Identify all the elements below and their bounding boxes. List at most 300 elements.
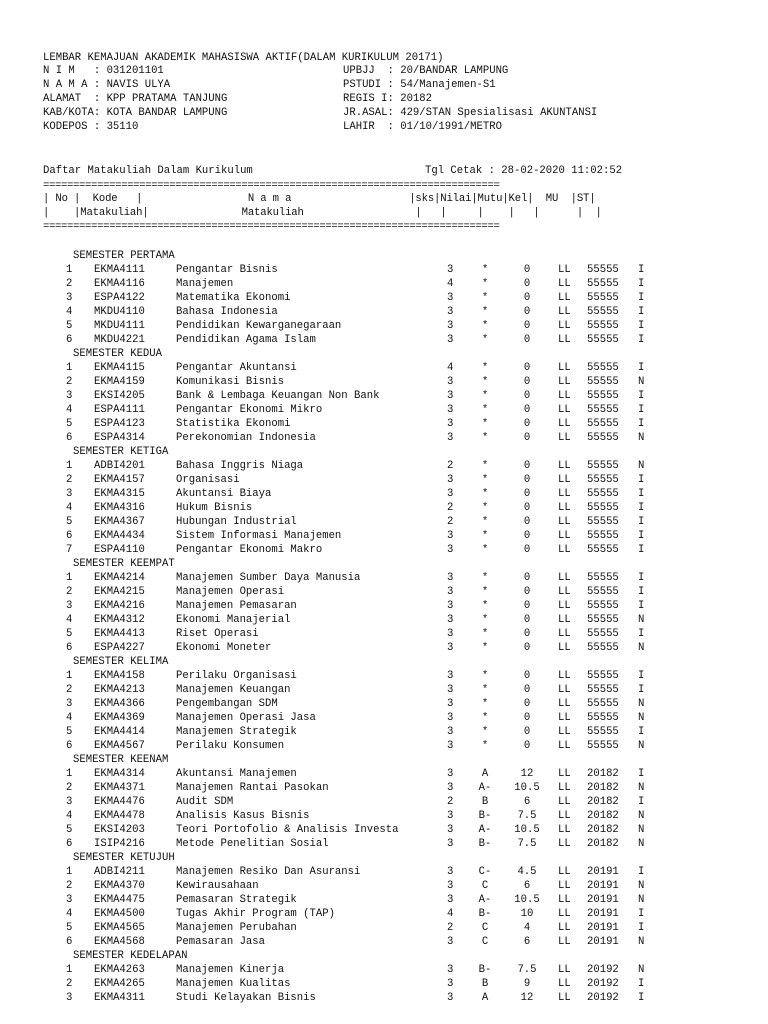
kel-value: LL	[558, 404, 571, 416]
row-number: 4	[66, 614, 73, 626]
status-value: N	[638, 964, 645, 976]
course-name: Hukum Bisnis	[176, 502, 253, 514]
mu-value: 20182	[587, 838, 619, 850]
row-number: 3	[66, 390, 73, 402]
print-date: Tgl Cetak : 28-02-2020 11:02:52	[425, 165, 623, 177]
grade-value: *	[481, 726, 489, 738]
course-name: Organisasi	[176, 474, 240, 486]
mu-value: 55555	[587, 698, 619, 710]
kel-value: LL	[558, 670, 571, 682]
status-value: I	[638, 908, 645, 920]
row-number: 4	[66, 712, 73, 724]
sks-value: 3	[447, 642, 454, 654]
kel-value: LL	[558, 292, 571, 304]
sks-value: 3	[447, 334, 454, 346]
mu-value: 20191	[587, 866, 619, 878]
sks-value: 3	[447, 740, 454, 752]
sks-value: 3	[447, 572, 454, 584]
mu-value: 20182	[587, 768, 619, 780]
sks-value: 2	[447, 922, 454, 934]
course-code: EKMA4314	[94, 768, 145, 780]
row-number: 4	[66, 404, 73, 416]
kel-value: LL	[558, 978, 571, 990]
kel-value: LL	[558, 432, 571, 444]
table-row	[0, 333, 768, 347]
course-name: Ekonomi Moneter	[176, 642, 272, 654]
status-value: N	[638, 838, 645, 850]
row-number: 2	[66, 278, 73, 290]
mutu-value: 0	[523, 390, 531, 402]
course-code: ESPA4227	[94, 642, 145, 654]
table-row	[0, 879, 768, 893]
mutu-value: 12	[520, 992, 534, 1004]
kel-value: LL	[558, 614, 571, 626]
grade-value: C	[481, 880, 489, 892]
status-value: I	[638, 362, 645, 374]
row-number: 5	[66, 516, 73, 528]
course-code: EKMA4370	[94, 880, 145, 892]
mu-value: 55555	[587, 614, 619, 626]
row-number: 5	[66, 726, 73, 738]
document-title: LEMBAR KEMAJUAN AKADEMIK MAHASISWA AKTIF(DALAM KURIKULUM 20171)	[43, 52, 444, 64]
kel-value: LL	[558, 390, 571, 402]
row-number: 7	[66, 544, 73, 556]
mutu-value: 0	[523, 418, 531, 430]
grade-value: C-	[478, 866, 492, 878]
sks-value: 2	[447, 502, 454, 514]
kel-value: LL	[558, 922, 571, 934]
mutu-value: 0	[523, 670, 531, 682]
course-name: Pengantar Akuntansi	[176, 362, 297, 374]
mutu-value: 0	[523, 502, 531, 514]
sks-value: 3	[447, 768, 454, 780]
grade-value: *	[481, 684, 489, 696]
status-value: I	[638, 334, 645, 346]
sks-value: 3	[447, 698, 454, 710]
table-row	[0, 627, 768, 641]
sks-value: 2	[447, 460, 454, 472]
grade-value: *	[481, 740, 489, 752]
grade-value: *	[481, 530, 489, 542]
course-code: EKMA4157	[94, 474, 145, 486]
mu-value: 20191	[587, 880, 619, 892]
course-code: ESPA4123	[94, 418, 145, 430]
program-info: PSTUDI : 54/Manajemen-S1	[343, 79, 496, 91]
status-value: N	[638, 642, 645, 654]
mu-value: 55555	[587, 628, 619, 640]
course-code: EKMA4263	[94, 964, 145, 976]
course-name: Akuntansi Manajemen	[176, 768, 297, 780]
table-row	[0, 641, 768, 655]
semester-name: SEMESTER KEDUA	[73, 348, 163, 360]
course-name: Pengembangan SDM	[176, 698, 278, 710]
grade-value: C	[481, 936, 489, 948]
sks-value: 2	[447, 516, 454, 528]
kel-value: LL	[558, 334, 571, 346]
status-value: I	[638, 390, 645, 402]
mutu-value: 10	[520, 908, 534, 920]
status-value: I	[638, 866, 645, 878]
semester-name: SEMESTER KETUJUH	[73, 852, 175, 864]
mu-value: 55555	[587, 726, 619, 738]
grade-value: B	[481, 978, 489, 990]
mutu-value: 6	[523, 936, 531, 948]
row-number: 6	[66, 936, 73, 948]
course-code: EKMA4213	[94, 684, 145, 696]
kel-value: LL	[558, 796, 571, 808]
table-row	[0, 613, 768, 627]
status-value: I	[638, 516, 645, 528]
kel-value: LL	[558, 474, 571, 486]
mutu-value: 0	[523, 530, 531, 542]
semester-heading	[0, 347, 768, 361]
mutu-value: 0	[523, 614, 531, 626]
table-row	[0, 739, 768, 753]
table-row	[0, 585, 768, 599]
table-row	[0, 767, 768, 781]
sks-value: 4	[447, 362, 454, 374]
kel-value: LL	[558, 516, 571, 528]
table-row	[0, 501, 768, 515]
mutu-value: 0	[523, 698, 531, 710]
status-value: I	[638, 292, 645, 304]
row-number: 3	[66, 894, 73, 906]
course-name: Sistem Informasi Manajemen	[176, 530, 342, 542]
mu-value: 20191	[587, 922, 619, 934]
mu-value: 55555	[587, 600, 619, 612]
mu-value: 55555	[587, 278, 619, 290]
sks-value: 3	[447, 306, 454, 318]
mu-value: 55555	[587, 334, 619, 346]
course-code: EKSI4205	[94, 390, 145, 402]
table-row	[0, 907, 768, 921]
grade-value: *	[481, 670, 489, 682]
status-value: I	[638, 320, 645, 332]
kel-value: LL	[558, 306, 571, 318]
grade-value: *	[481, 460, 489, 472]
course-name: Perilaku Organisasi	[176, 670, 297, 682]
course-name: Manajemen Resiko Dan Asuransi	[176, 866, 361, 878]
table-row	[0, 571, 768, 585]
course-code: EKMA4215	[94, 586, 145, 598]
course-name: Tugas Akhir Program (TAP)	[176, 908, 335, 920]
status-value: I	[638, 978, 645, 990]
mutu-value: 0	[523, 460, 531, 472]
mu-value: 20191	[587, 894, 619, 906]
course-name: Bahasa Inggris Niaga	[176, 460, 304, 472]
grade-value: *	[481, 474, 489, 486]
grade-value: *	[481, 292, 489, 304]
row-number: 6	[66, 838, 73, 850]
mu-value: 55555	[587, 460, 619, 472]
table-row	[0, 459, 768, 473]
course-name: Manajemen Perubahan	[176, 922, 297, 934]
course-name: Pendidikan Agama Islam	[176, 334, 316, 346]
grade-value: *	[481, 362, 489, 374]
mu-value: 55555	[587, 474, 619, 486]
mutu-value: 12	[520, 768, 534, 780]
kel-value: LL	[558, 278, 571, 290]
mutu-value: 0	[523, 586, 531, 598]
table-row	[0, 263, 768, 277]
kel-value: LL	[558, 936, 571, 948]
kel-value: LL	[558, 782, 571, 794]
kel-value: LL	[558, 992, 571, 1004]
mu-value: 55555	[587, 292, 619, 304]
upbjj-info: UPBJJ : 20/BANDAR LAMPUNG	[343, 65, 509, 77]
course-code: EKMA4369	[94, 712, 145, 724]
course-code: EKMA4567	[94, 740, 145, 752]
sks-value: 4	[447, 908, 454, 920]
row-number: 6	[66, 432, 73, 444]
status-value: I	[638, 474, 645, 486]
kel-value: LL	[558, 418, 571, 430]
row-number: 5	[66, 418, 73, 430]
course-code: ESPA4122	[94, 292, 145, 304]
kel-value: LL	[558, 264, 571, 276]
status-value: I	[638, 922, 645, 934]
sks-value: 3	[447, 992, 454, 1004]
sks-value: 3	[447, 978, 454, 990]
kel-value: LL	[558, 810, 571, 822]
status-value: N	[638, 782, 645, 794]
mutu-value: 0	[523, 362, 531, 374]
sks-value: 3	[447, 544, 454, 556]
course-code: EKMA4265	[94, 978, 145, 990]
status-value: N	[638, 432, 645, 444]
grade-value: *	[481, 628, 489, 640]
table-row	[0, 823, 768, 837]
status-value: I	[638, 502, 645, 514]
table-row	[0, 725, 768, 739]
course-code: MKDU4110	[94, 306, 145, 318]
grade-value: *	[481, 432, 489, 444]
mutu-value: 10.5	[514, 782, 540, 794]
kel-value: LL	[558, 362, 571, 374]
kel-value: LL	[558, 880, 571, 892]
student-postcode: KODEPOS : 35110	[43, 121, 139, 133]
status-value: I	[638, 726, 645, 738]
grade-value: *	[481, 614, 489, 626]
mu-value: 20191	[587, 936, 619, 948]
row-number: 5	[66, 628, 73, 640]
table-row	[0, 781, 768, 795]
kel-value: LL	[558, 838, 571, 850]
mu-value: 55555	[587, 502, 619, 514]
mutu-value: 7.5	[517, 810, 537, 822]
semester-name: SEMESTER KEENAM	[73, 754, 169, 766]
registration-info: REGIS I: 20182	[343, 93, 433, 105]
mutu-value: 0	[523, 642, 531, 654]
kel-value: LL	[558, 824, 571, 836]
grade-value: *	[481, 320, 489, 332]
course-code: EKMA4316	[94, 502, 145, 514]
course-name: Bahasa Indonesia	[176, 306, 278, 318]
grade-value: B-	[478, 964, 492, 976]
sks-value: 3	[447, 894, 454, 906]
kel-value: LL	[558, 320, 571, 332]
course-name: Metode Penelitian Sosial	[176, 838, 329, 850]
course-name: Bank & Lembaga Keuangan Non Bank	[176, 390, 380, 402]
table-row	[0, 893, 768, 907]
table-row	[0, 361, 768, 375]
row-number: 3	[66, 796, 73, 808]
grade-value: C	[481, 922, 489, 934]
mu-value: 55555	[587, 320, 619, 332]
list-title: Daftar Matakuliah Dalam Kurikulum	[43, 165, 253, 177]
table-row	[0, 963, 768, 977]
row-number: 1	[66, 264, 73, 276]
mutu-value: 4	[523, 922, 531, 934]
course-name: Pendidikan Kewarganegaraan	[176, 320, 342, 332]
kel-value: LL	[558, 628, 571, 640]
row-number: 1	[66, 362, 73, 374]
course-name: Perekonomian Indonesia	[176, 432, 316, 444]
grade-value: *	[481, 278, 489, 290]
status-value: I	[638, 530, 645, 542]
course-name: Manajemen Operasi Jasa	[176, 712, 316, 724]
mu-value: 55555	[587, 712, 619, 724]
status-value: N	[638, 698, 645, 710]
course-name: Manajemen Pemasaran	[176, 600, 297, 612]
table-row	[0, 977, 768, 991]
sks-value: 3	[447, 810, 454, 822]
course-name: Audit SDM	[176, 796, 234, 808]
course-name: Studi Kelayakan Bisnis	[176, 992, 316, 1004]
course-name: Manajemen	[176, 278, 234, 290]
row-number: 1	[66, 670, 73, 682]
status-value: I	[638, 670, 645, 682]
grade-value: *	[481, 544, 489, 556]
grade-value: *	[481, 572, 489, 584]
course-name: Riset Operasi	[176, 628, 259, 640]
mutu-value: 0	[523, 600, 531, 612]
row-number: 2	[66, 684, 73, 696]
course-name: Perilaku Konsumen	[176, 740, 285, 752]
mu-value: 20182	[587, 796, 619, 808]
kel-value: LL	[558, 726, 571, 738]
semester-name: SEMESTER KEDELAPAN	[73, 950, 188, 962]
sks-value: 3	[447, 474, 454, 486]
course-code: EKMA4115	[94, 362, 145, 374]
grade-value: *	[481, 642, 489, 654]
sks-value: 3	[447, 264, 454, 276]
mutu-value: 0	[523, 740, 531, 752]
mu-value: 55555	[587, 418, 619, 430]
grade-value: A	[481, 768, 489, 780]
status-value: I	[638, 768, 645, 780]
mutu-value: 0	[523, 474, 531, 486]
mu-value: 55555	[587, 488, 619, 500]
mu-value: 55555	[587, 586, 619, 598]
semester-name: SEMESTER KETIGA	[73, 446, 169, 458]
status-value: I	[638, 572, 645, 584]
table-row	[0, 543, 768, 557]
row-number: 2	[66, 586, 73, 598]
course-code: ADBI4201	[94, 460, 145, 472]
row-number: 4	[66, 810, 73, 822]
mutu-value: 0	[523, 278, 531, 290]
separator-bottom: ============================================================================	[43, 221, 500, 233]
table-row	[0, 837, 768, 851]
kel-value: LL	[558, 908, 571, 920]
sks-value: 3	[447, 628, 454, 640]
sks-value: 3	[447, 782, 454, 794]
course-name: Manajemen Sumber Daya Manusia	[176, 572, 361, 584]
kel-value: LL	[558, 964, 571, 976]
row-number: 5	[66, 922, 73, 934]
row-number: 6	[66, 642, 73, 654]
birth-info: LAHIR : 01/10/1991/METRO	[343, 121, 502, 133]
row-number: 1	[66, 866, 73, 878]
kel-value: LL	[558, 544, 571, 556]
table-header-row1: | No | Kode | N a m a |sks|Nilai|Mutu|Kel| MU |ST|	[43, 193, 596, 205]
semester-heading	[0, 753, 768, 767]
grade-value: *	[481, 306, 489, 318]
table-row	[0, 865, 768, 879]
grade-value: A-	[478, 782, 492, 794]
table-row	[0, 921, 768, 935]
mutu-value: 4.5	[517, 866, 537, 878]
sks-value: 3	[447, 614, 454, 626]
student-name: N A M A : NAVIS ULYA	[43, 79, 171, 91]
row-number: 2	[66, 474, 73, 486]
mutu-value: 0	[523, 628, 531, 640]
mu-value: 20182	[587, 810, 619, 822]
mu-value: 20182	[587, 782, 619, 794]
table-row	[0, 669, 768, 683]
sks-value: 3	[447, 432, 454, 444]
table-row	[0, 473, 768, 487]
table-row	[0, 431, 768, 445]
kel-value: LL	[558, 572, 571, 584]
mutu-value: 0	[523, 264, 531, 276]
course-name: Teori Portofolio & Analisis Investa	[176, 824, 399, 836]
table-header-row2: | |Matakuliah| Matakuliah | | | | | | |	[43, 207, 602, 219]
mu-value: 55555	[587, 642, 619, 654]
semester-heading	[0, 557, 768, 571]
mu-value: 55555	[587, 740, 619, 752]
course-name: Manajemen Kinerja	[176, 964, 285, 976]
table-row	[0, 277, 768, 291]
table-row	[0, 935, 768, 949]
row-number: 4	[66, 908, 73, 920]
sks-value: 3	[447, 726, 454, 738]
table-row	[0, 389, 768, 403]
row-number: 2	[66, 978, 73, 990]
mutu-value: 7.5	[517, 964, 537, 976]
table-row	[0, 697, 768, 711]
table-row	[0, 417, 768, 431]
kel-value: LL	[558, 768, 571, 780]
course-code: EKMA4413	[94, 628, 145, 640]
table-row	[0, 529, 768, 543]
row-number: 2	[66, 376, 73, 388]
mutu-value: 10.5	[514, 824, 540, 836]
mu-value: 55555	[587, 432, 619, 444]
mutu-value: 0	[523, 432, 531, 444]
row-number: 4	[66, 502, 73, 514]
semester-heading	[0, 949, 768, 963]
mutu-value: 10.5	[514, 894, 540, 906]
semester-heading	[0, 445, 768, 459]
mutu-value: 0	[523, 334, 531, 346]
grade-value: B-	[478, 810, 492, 822]
mu-value: 20192	[587, 978, 619, 990]
grade-value: *	[481, 334, 489, 346]
row-number: 6	[66, 740, 73, 752]
status-value: I	[638, 796, 645, 808]
